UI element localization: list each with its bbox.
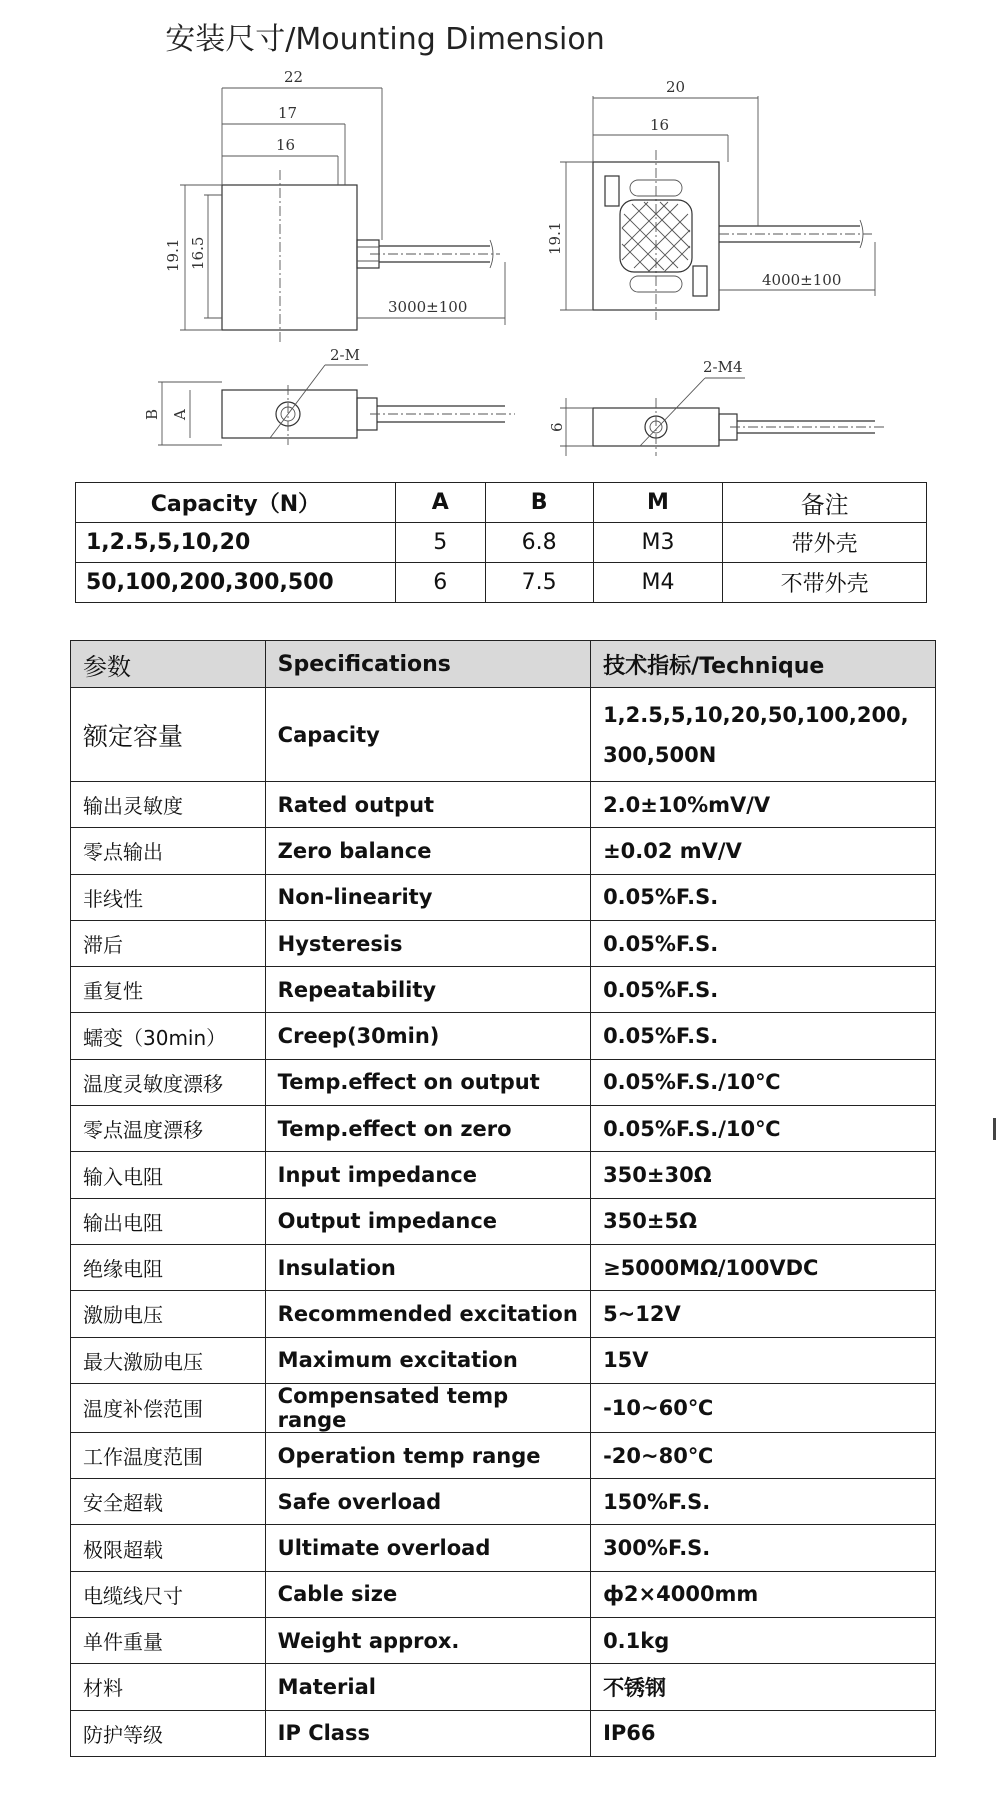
param-value: 0.1kg <box>591 1618 936 1664</box>
param-value: 不锈钢 <box>591 1664 936 1710</box>
param-zh: 温度灵敏度漂移 <box>71 1059 266 1105</box>
param-zh: 输出电阻 <box>71 1198 266 1244</box>
header-b: B <box>485 483 593 523</box>
header-m: M <box>593 483 723 523</box>
cell-b: 7.5 <box>485 563 593 603</box>
table-row <box>71 920 936 966</box>
spec-table-header <box>71 641 936 688</box>
param-en: IP Class <box>265 1710 590 1756</box>
dim-16-left: 16 <box>276 136 296 154</box>
param-en: Weight approx. <box>265 1618 590 1664</box>
dim-6: 6 <box>548 422 566 432</box>
dim-20: 20 <box>666 78 686 96</box>
param-value: 0.05%F.S. <box>591 874 936 920</box>
dim-cable-3000: 3000±100 <box>388 298 468 316</box>
cell-note: 不带外壳 <box>723 563 927 603</box>
param-en: Cable size <box>265 1571 590 1617</box>
param-en: Capacity <box>265 688 590 782</box>
specification-table <box>70 640 936 1757</box>
mounting-dimension-drawing <box>0 0 1000 470</box>
param-zh: 温度补偿范围 <box>71 1383 266 1432</box>
table-row <box>76 563 927 603</box>
param-value: -10~60℃ <box>591 1383 936 1432</box>
param-zh: 工作温度范围 <box>71 1432 266 1478</box>
param-en: Insulation <box>265 1244 590 1290</box>
param-zh: 输出灵敏度 <box>71 782 266 828</box>
page-title: 安装尺寸/Mounting Dimension <box>165 22 605 57</box>
param-en: Creep(30min) <box>265 1013 590 1059</box>
edge-mark <box>993 1118 996 1140</box>
header-capacity: Capacity（N） <box>76 483 396 523</box>
table-row <box>71 1152 936 1198</box>
header-parameter: 参数 <box>71 641 266 688</box>
param-en: Repeatability <box>265 967 590 1013</box>
table-row <box>71 1432 936 1478</box>
table-row <box>71 967 936 1013</box>
header-technique: 技术指标/Technique <box>591 641 936 688</box>
table-row <box>71 688 936 782</box>
cell-m: M3 <box>593 523 723 563</box>
param-en: Maximum excitation <box>265 1337 590 1383</box>
table-row <box>71 1525 936 1571</box>
capacity-table-header <box>76 483 927 523</box>
table-row <box>71 1337 936 1383</box>
param-zh: 零点输出 <box>71 828 266 874</box>
cell-a: 5 <box>395 523 485 563</box>
param-en: Temp.effect on zero <box>265 1106 590 1152</box>
right-front-view <box>546 78 875 320</box>
param-value: 2.0±10%mV/V <box>591 782 936 828</box>
param-value: 0.05%F.S. <box>591 967 936 1013</box>
table-row <box>71 1106 936 1152</box>
param-en: Hysteresis <box>265 920 590 966</box>
param-en: Temp.effect on output <box>265 1059 590 1105</box>
param-zh: 材料 <box>71 1664 266 1710</box>
param-en: Recommended excitation <box>265 1291 590 1337</box>
dim-2-m4: 2-M4 <box>703 358 743 376</box>
cell-capacity: 50,100,200,300,500 <box>76 563 396 603</box>
table-row <box>71 1198 936 1244</box>
header-specifications: Specifications <box>265 641 590 688</box>
dim-16-5: 16.5 <box>189 236 207 270</box>
param-zh: 蠕变（30min） <box>71 1013 266 1059</box>
capacity-table <box>75 482 927 603</box>
param-value: 5~12V <box>591 1291 936 1337</box>
header-note: 备注 <box>723 483 927 523</box>
table-row <box>71 1059 936 1105</box>
param-zh: 重复性 <box>71 967 266 1013</box>
dim-22: 22 <box>284 68 304 86</box>
table-row <box>71 1479 936 1525</box>
param-value: ф2×4000mm <box>591 1571 936 1617</box>
param-value: 350±5Ω <box>591 1198 936 1244</box>
dim-a: A <box>171 409 189 420</box>
table-row <box>71 1244 936 1290</box>
param-en: Compensated temp range <box>265 1383 590 1432</box>
param-zh: 零点温度漂移 <box>71 1106 266 1152</box>
param-en: Rated output <box>265 782 590 828</box>
param-value: 0.05%F.S./10℃ <box>591 1059 936 1105</box>
param-value: 350±30Ω <box>591 1152 936 1198</box>
param-zh: 防护等级 <box>71 1710 266 1756</box>
param-zh: 安全超载 <box>71 1479 266 1525</box>
param-en: Input impedance <box>265 1152 590 1198</box>
param-value: 15V <box>591 1337 936 1383</box>
table-row <box>71 1664 936 1710</box>
param-value <box>591 688 936 782</box>
right-side-view <box>548 358 885 456</box>
param-zh: 电缆线尺寸 <box>71 1571 266 1617</box>
param-value: IP66 <box>591 1710 936 1756</box>
table-row <box>71 1291 936 1337</box>
dim-2-m: 2-M <box>330 346 360 364</box>
table-row <box>71 782 936 828</box>
param-value: 0.05%F.S./10℃ <box>591 1106 936 1152</box>
param-zh: 绝缘电阻 <box>71 1244 266 1290</box>
param-value: 300%F.S. <box>591 1525 936 1571</box>
param-value: -20~80℃ <box>591 1432 936 1478</box>
param-value: 150%F.S. <box>591 1479 936 1525</box>
dim-b: B <box>143 408 161 420</box>
param-value: 0.05%F.S. <box>591 920 936 966</box>
cell-b: 6.8 <box>485 523 593 563</box>
param-en: Ultimate overload <box>265 1525 590 1571</box>
dim-19-1-left: 19.1 <box>164 238 182 272</box>
param-zh: 单件重量 <box>71 1618 266 1664</box>
cell-note: 带外壳 <box>723 523 927 563</box>
param-value: ≥5000MΩ/100VDC <box>591 1244 936 1290</box>
param-en: Output impedance <box>265 1198 590 1244</box>
table-row <box>71 1013 936 1059</box>
param-zh: 滞后 <box>71 920 266 966</box>
dim-cable-4000: 4000±100 <box>762 271 842 289</box>
table-row <box>71 1571 936 1617</box>
param-value-line1: 1,2.5,5,10,20,50,100,200, <box>603 702 909 727</box>
dim-16-right: 16 <box>650 116 670 134</box>
param-en: Zero balance <box>265 828 590 874</box>
cell-capacity: 1,2.5,5,10,20 <box>76 523 396 563</box>
param-value-line2: 300,500N <box>603 742 717 767</box>
table-row <box>71 828 936 874</box>
param-en: Safe overload <box>265 1479 590 1525</box>
spec-table-body <box>71 688 936 1757</box>
table-row <box>71 1618 936 1664</box>
param-en: Material <box>265 1664 590 1710</box>
param-zh: 非线性 <box>71 874 266 920</box>
param-zh: 额定容量 <box>71 688 266 782</box>
left-front-view <box>164 68 505 345</box>
table-row <box>76 523 927 563</box>
param-en: Non-linearity <box>265 874 590 920</box>
cell-a: 6 <box>395 563 485 603</box>
cell-m: M4 <box>593 563 723 603</box>
header-a: A <box>395 483 485 523</box>
param-en: Operation temp range <box>265 1432 590 1478</box>
param-value: ±0.02 mV/V <box>591 828 936 874</box>
table-row <box>71 1383 936 1432</box>
left-side-view <box>143 346 515 445</box>
table-row <box>71 874 936 920</box>
table-row <box>71 1710 936 1756</box>
param-zh: 输入电阻 <box>71 1152 266 1198</box>
param-zh: 最大激励电压 <box>71 1337 266 1383</box>
dim-17: 17 <box>278 104 298 122</box>
param-zh: 激励电压 <box>71 1291 266 1337</box>
param-value: 0.05%F.S. <box>591 1013 936 1059</box>
dim-19-1-right: 19.1 <box>546 221 564 255</box>
param-zh: 极限超载 <box>71 1525 266 1571</box>
